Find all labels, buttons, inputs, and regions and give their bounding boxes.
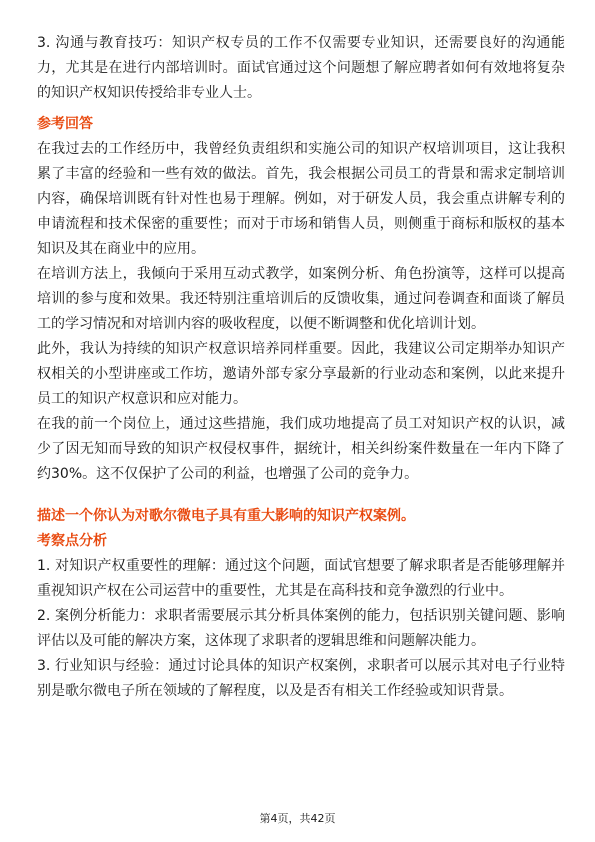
answer-paragraph-1: 在我过去的工作经历中，我曾经负责组织和实施公司的知识产权培训项目，这让我积累了丰富的经验和一些有效的做法。首先，我会根据公司员工的背景和需求定制培训内容，确保培训既有针对性也易于理解。例如，对于研发人员，我会重点讲解专利的申请流程和技术保密的重要性；而对于市场和销售人员，则侧重于商标和版权的基本知识及其在商业中的应用。 [37, 141, 565, 257]
answer-heading: 参考回答 [37, 116, 93, 132]
analysis-item-2: 2. 案例分析能力：求职者需要展示其分析具体案例的能力，包括识别关键问题、影响评估以及可能的解决方案，这体现了求职者的逻辑思维和问题解决能力。 [37, 608, 565, 649]
document-page [37, 31, 565, 704]
page-number: 第4页，共42页 [259, 812, 336, 825]
criteria-item-3: 3. 沟通与教育技巧：知识产权专员的工作不仅需要专业知识，还需要良好的沟通能力，尤其是在进行内部培训时。面试官通过这个问题想了解应聘者如何有效地将复杂的知识产权知识传授给非专业人士。 [37, 35, 565, 101]
answer-paragraph-4: 在我的前一个岗位上，通过这些措施，我们成功地提高了员工对知识产权的认识，减少了因无知而导致的知识产权侵权事件，据统计，相关纠纷案件数量在一年内下降了约30%。这不仅保护了公司的利益，也增强了公司的竞争力。 [37, 416, 565, 482]
analysis-item-1: 1. 对知识产权重要性的理解：通过这个问题，面试官想要了解求职者是否能够理解并重视知识产权在公司运营中的重要性，尤其是在高科技和竞争激烈的行业中。 [37, 558, 565, 599]
analysis-item-3: 3. 行业知识与经验：通过讨论具体的知识产权案例，求职者可以展示其对电子行业特别是歌尔微电子所在领域的了解程度，以及是否有相关工作经验或知识背景。 [37, 658, 565, 699]
question-title: 描述一个你认为对歌尔微电子具有重大影响的知识产权案例。 [37, 508, 415, 524]
answer-paragraph-2: 在培训方法上，我倾向于采用互动式教学，如案例分析、角色扮演等，这样可以提高培训的参与度和效果。我还特别注重培训后的反馈收集，通过问卷调查和面谈了解员工的学习情况和对培训内容的吸收程度，以便不断调整和优化培训计划。 [37, 266, 565, 332]
answer-paragraph-3: 此外，我认为持续的知识产权意识培养同样重要。因此，我建议公司定期举办知识产权相关的小型讲座或工作坊，邀请外部专家分享最新的行业动态和案例，以此来提升员工的知识产权意识和应对能力。 [37, 341, 565, 407]
analysis-heading: 考察点分析 [37, 533, 107, 549]
